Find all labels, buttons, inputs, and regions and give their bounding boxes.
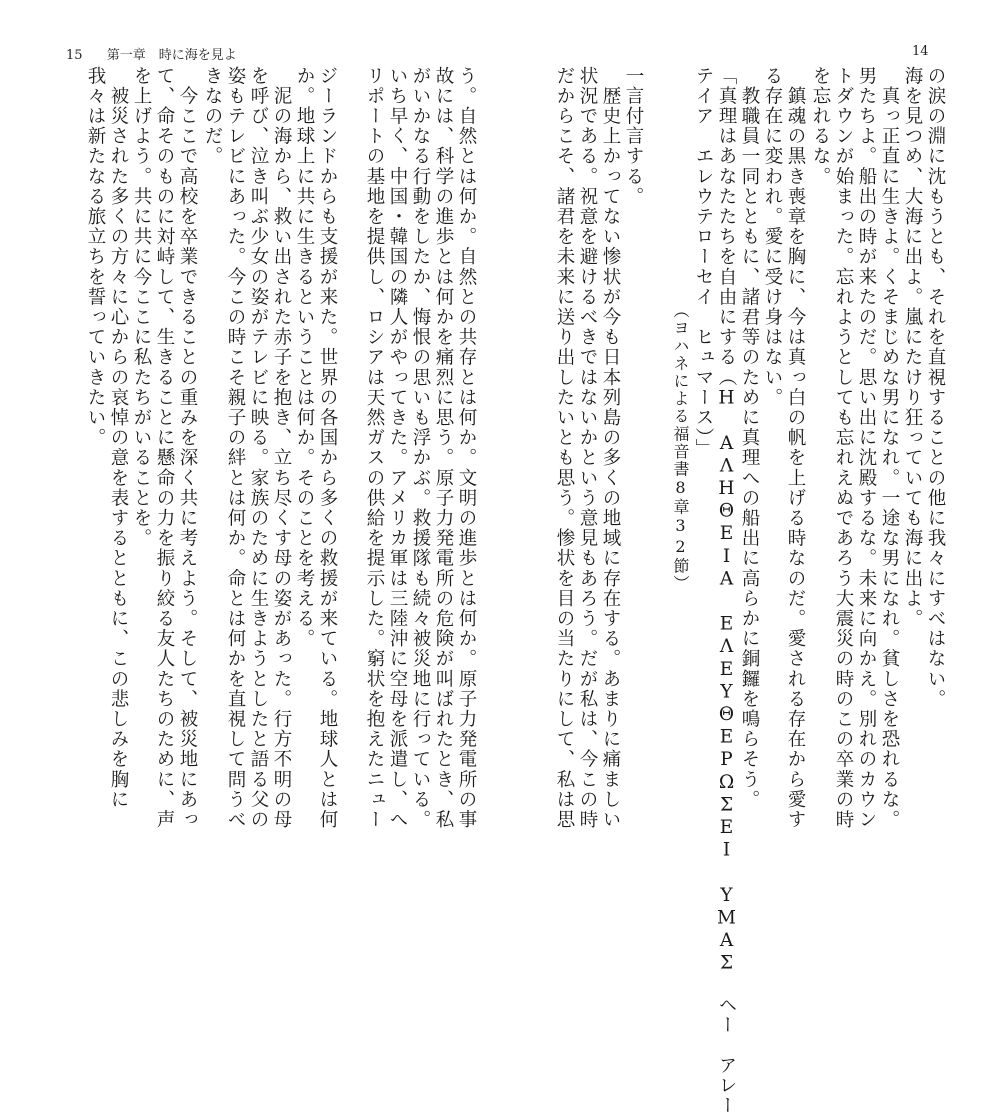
text-column: を呼び、泣き叫ぶ少女の姿がテレビに映る。家族のために生きようとしたと語る父の [248,66,269,830]
text-column: トダウンが始まった。忘れようとしても忘れえぬであろう大震災の時のこの卒業の時 [833,66,854,830]
text-column: いち早く、中国・韓国の隣人がやってきた。アメリカ軍は三陸沖に空母を派遣し、へ [387,66,408,830]
text-column: きなのだ。 [202,66,223,167]
text-column: 被災された多くの方々に心からの哀悼の意を表するとともに、この悲しみを胸に [108,66,129,810]
text-column: 状況である。祝意を避けるべきではないかという意見もあろう。だが私は、今この時 [577,66,598,830]
text-column: る存在に変われ。愛に受け身はない。 [762,66,783,408]
text-column: 泥の海から、救い出された赤子を抱き、立ち尽くす母の姿があった。行方不明の母 [271,66,292,830]
quote-column: テイア エレウテローセイ ヒュマース）」 [693,66,714,459]
right-page [500,0,1000,1116]
text-column: 今ここで高校を卒業できることの重みを深く共に考えよう。そして、被災地にあっ [177,66,198,830]
text-column: 一言付言する。 [623,66,644,207]
text-column: か。地球上に共に生きるということは何か。そのことを考える。 [294,66,315,649]
text-column: 海を見つめ、大海に出よ。嵐にたけり狂っていても海に出よ。 [902,66,923,629]
text-column: がいかなる行動をしたか、悔恨の思いも浮かぶ。救援隊も続々被災地に行っている。 [410,66,431,830]
text-column: 鎮魂の黒き喪章を胸に、今は真っ白の帆を上げる時なのだ。愛される存在から愛す [785,66,806,830]
text-column: リポートの基地を提供し、ロシアは天然ガスの供給を提示した。窮状を抱えたニュー [364,66,385,830]
text-column: う。自然とは何か。自然との共存とは何か。文明の進歩とは何か。原子力発電所の事 [456,66,477,830]
page-number-right: 14 [912,44,929,59]
text-column: の涙の淵に沈もうとも、それを直視することの他に我々にすべはない。 [925,66,946,710]
left-page-header [66,44,237,63]
text-column: て、命そのものに対峙して、生きることに懸命の力を振り絞る友人たちのために、声 [154,66,175,830]
text-column: 故には、科学の進歩とは何かを痛烈に思う。原子力発電所の危険が叫ばれたとき、私 [433,66,454,830]
text-column: ジーランドからも支援が来た。世界の各国から多くの救援が来ている。地球人とは何 [317,66,338,830]
text-column: 男たちよ。船出の時が来たのだ。思い出に沈殿するな。未来に向かえ。別れのカウン [856,66,877,830]
citation: （ヨハネによる福音書8章32節） [671,302,690,593]
text-column: 教職員一同とともに、諸君等のために真理への船出に高らかに銅鑼を鳴らそう。 [739,66,760,810]
text-column: 我々は新たなる旅立ちを誓っていきたい。 [85,66,106,448]
text-column: を上げよう。共に共に今ここに私たちがいることを。 [131,66,152,549]
left-page [0,0,500,830]
running-head: 第一章 時に海を見よ [106,48,237,63]
page-number-left: 15 [66,48,83,63]
text-column: を忘れるな。 [810,66,831,187]
quote-column: 「真理はあなたたちを自由にする（Η ΑΛΗΘΕΙΑ ΕΛΕΥΘΕΡΩΣΕΙ ΥΜΑΣ ヘー アレー [716,66,737,1116]
text-column: 歴史上かってない惨状が今も日本列島の多くの地域に存在する。あまりに痛ましい [600,66,621,830]
text-column: 真っ正直に生きよ。くそまじめな男になれ。一途な男になれ。貧しさを恐れるな。 [879,66,900,830]
text-column: だからこそ、諸君を未来に送り出したいとも思う。惨状を目の当たりにして、私は思 [554,66,575,830]
text-column: 姿もテレビにあった。今この時こそ親子の絆とは何か。命とは何かを直視して問うべ [225,66,246,830]
